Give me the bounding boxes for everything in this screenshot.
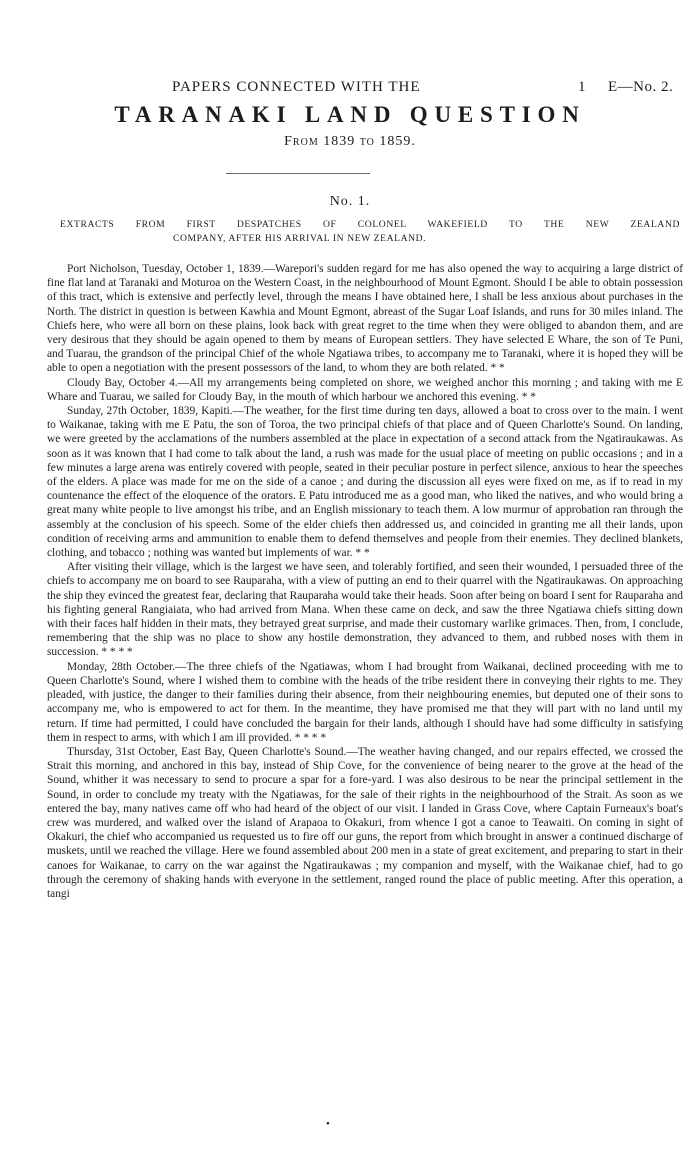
extracts-heading-line-1: EXTRACTS FROM FIRST DESPATCHES OF COLONEL WAKEFIELD TO THE NEW ZEALAND [60,219,680,230]
document-code: E—No. 2. [608,79,674,95]
main-title: TARANAKI LAND QUESTION [114,102,586,127]
extracts-heading [60,218,680,246]
paragraph-village-visit: After visiting their village, which is the largest we have seen, and tolerably fortified, and seen their wounded, I persuaded three of the chiefs to accompany me on board to see Rauparaha, with a view of putting an end to their quarrel with the Ngatiraukawas. On approaching the ship they evinced the greatest fear, declaring that Rauparaha would take their heads. Soon after being on board I sent for Rauparaha and his fighting general Rangiaiata, who had arrived from Mana. When these came on deck, and saw the three Ngatiawa chiefs sitting down with their faces half hidden in their mats, they betrayed great surprise, and made their customary warlike grimaces. Then, from, I conclude, remembering that the ship was no place to show any hostile demonstration, they advanced to them, and rubbed noses with them in succession. * * * * [47,561,683,659]
extracts-heading-line-2: COMPANY, AFTER HIS ARRIVAL IN NEW ZEALAND. [173,233,427,244]
paragraph-thursday-31st: Thursday, 31st October, East Bay, Queen Charlotte's Sound.—The weather having changed, and our repairs effected, we crossed the Strait this morning, and anchored in this bay, instead of Ship Cove, for the convenience of being nearer to the grove at the head of the Sound, whither it was necessary to send to procure a spar for a fore-yard. I was also desirous to be near the principal settlement in the Sound, in order to conclude my treaty with the Ngatiawas, for the sale of their rights in the neighbourhood of the Strait. As soon as we entered the bay, many natives came off who had heard of the object of our visit. I landed in Grass Cove, where Captain Furneaux's boat's crew was murdered, and walked over the island of Arapaoa to Okakuri, from whence I got a canoe to Teawaiti. On coming in sight of Okakuri, the chief who accompanied us requested us to fire off our guns, the report from which brought in answer a continued discharge of muskets, until we reached the village. Here we found assembled about 200 men in a state of great excitement, and preparing to start in their canoes for Waikanae, to carry on the war against the Ngatiraukawas ; my companion and myself, with the Waikanae chief, had to go through the ceremony of shaking hands with everyone in the settlement, ranged round the place of public meeting. After this operation, a tangi [47,745,683,900]
body-text [47,262,683,901]
sub-title: From 1839 to 1859. [284,134,416,149]
section-number: No. 1. [329,194,371,209]
paragraph-port-nicholson: Port Nicholson, Tuesday, October 1, 1839.—Warepori's sudden regard for me has also opened the way to acquiring a large district of fine flat land at Taranaki and Moturoa on the Western Coast, in the neighbourhood of Mount Egmont. Should I be able to obtain possession of this tract, which is extensive and perfectly level, through the means I have obtained here, I shall be less anxious about purchases in the North. The district in question is between Kawhia and Mount Egmont, abreast of the Sugar Loaf Islands, and runs for 30 miles inland. The Chiefs here, who were all born on these plains, look back with great regret to the time when they were obliged to abandon them, and are very desirous that they should be again opened to them by means of European settlers. They have selected E Whare, the son of Te Puni, and Tuarau, the grandson of the principal Chief of the whole Ngatiawa tribes, to accompany me to Taranaki, where it is hoped they will be able to open a negotiation with the present possessors of the land, to whom they are both related. * * [47,263,683,375]
paragraph-cloudy-bay: Cloudy Bay, October 4.—All my arrangements being completed on shore, we weighed anchor this morning ; and taking with me E Whare and Tuarau, we sailed for Cloudy Bay, in the mouth of which harbour we anchored this evening. * * [47,376,683,403]
title-divider [226,173,370,174]
page-number: 1 [578,79,586,95]
running-header-title: PAPERS CONNECTED WITH THE [172,79,421,95]
paragraph-kapiti: Sunday, 27th October, 1839, Kapiti.—The weather, for the first time during ten days, allowed a boat to cross over to the main. I went to Waikanae, taking with me E Patu, the son of Toroa, the two principal chiefs of that place and of Queen Charlotte's Sound. On landing, we were greeted by the acclamations of the numbers assembled at the place in expectation of a second attack from the Ngatiraukawas. As soon as it was known that I had come to talk about the land, a rush was made for the usual place of meeting on public occasions ; and in a few minutes a large arena was entirely covered with people, seated in their peculiar posture in perfect silence, anxious to hear the speeches of the elders. A place was made for me on the side of a canoe ; and during the discussion all eyes were fixed on me, as if to read in my countenance the effect of the eloquence of the orators. E Patu introduced me as a good man, who liked the natives, and who would bring a great many white people to live amongst his tribe, and an English missionary to teach them. A low murmur of approbation ran through the assembly at the conclusion of his speech. Some of the elder chiefs then addressed us, and coincided in granting me all their lands, upon condition of receiving arms and ammunition to enable them to defend themselves and people from their enemies. They declined blankets, clothing, and tobacco ; nothing was wanted but implements of war. * * [47,405,683,560]
footer-mark: • [326,1118,330,1130]
paragraph-monday-28th: Monday, 28th October.—The three chiefs of the Ngatiawas, whom I had brought from Waikanai, declined proceeding with me to Queen Charlotte's Sound, where I wished them to combine with the heads of the tribe resident there in conveying their rights to me. They pleaded, with justice, the danger to their families during their absence, from their neighbouring enemies, but deputed one of their sons to accompany me, who is empowered to act for them. In the meantime, they have promised me that they will part with no land until my return. If time had permitted, I could have concluded the bargain for their lands, although I should have had some difficulty in satisfying them in respect to arms, with which I am ill provided. * * * * [47,660,683,744]
